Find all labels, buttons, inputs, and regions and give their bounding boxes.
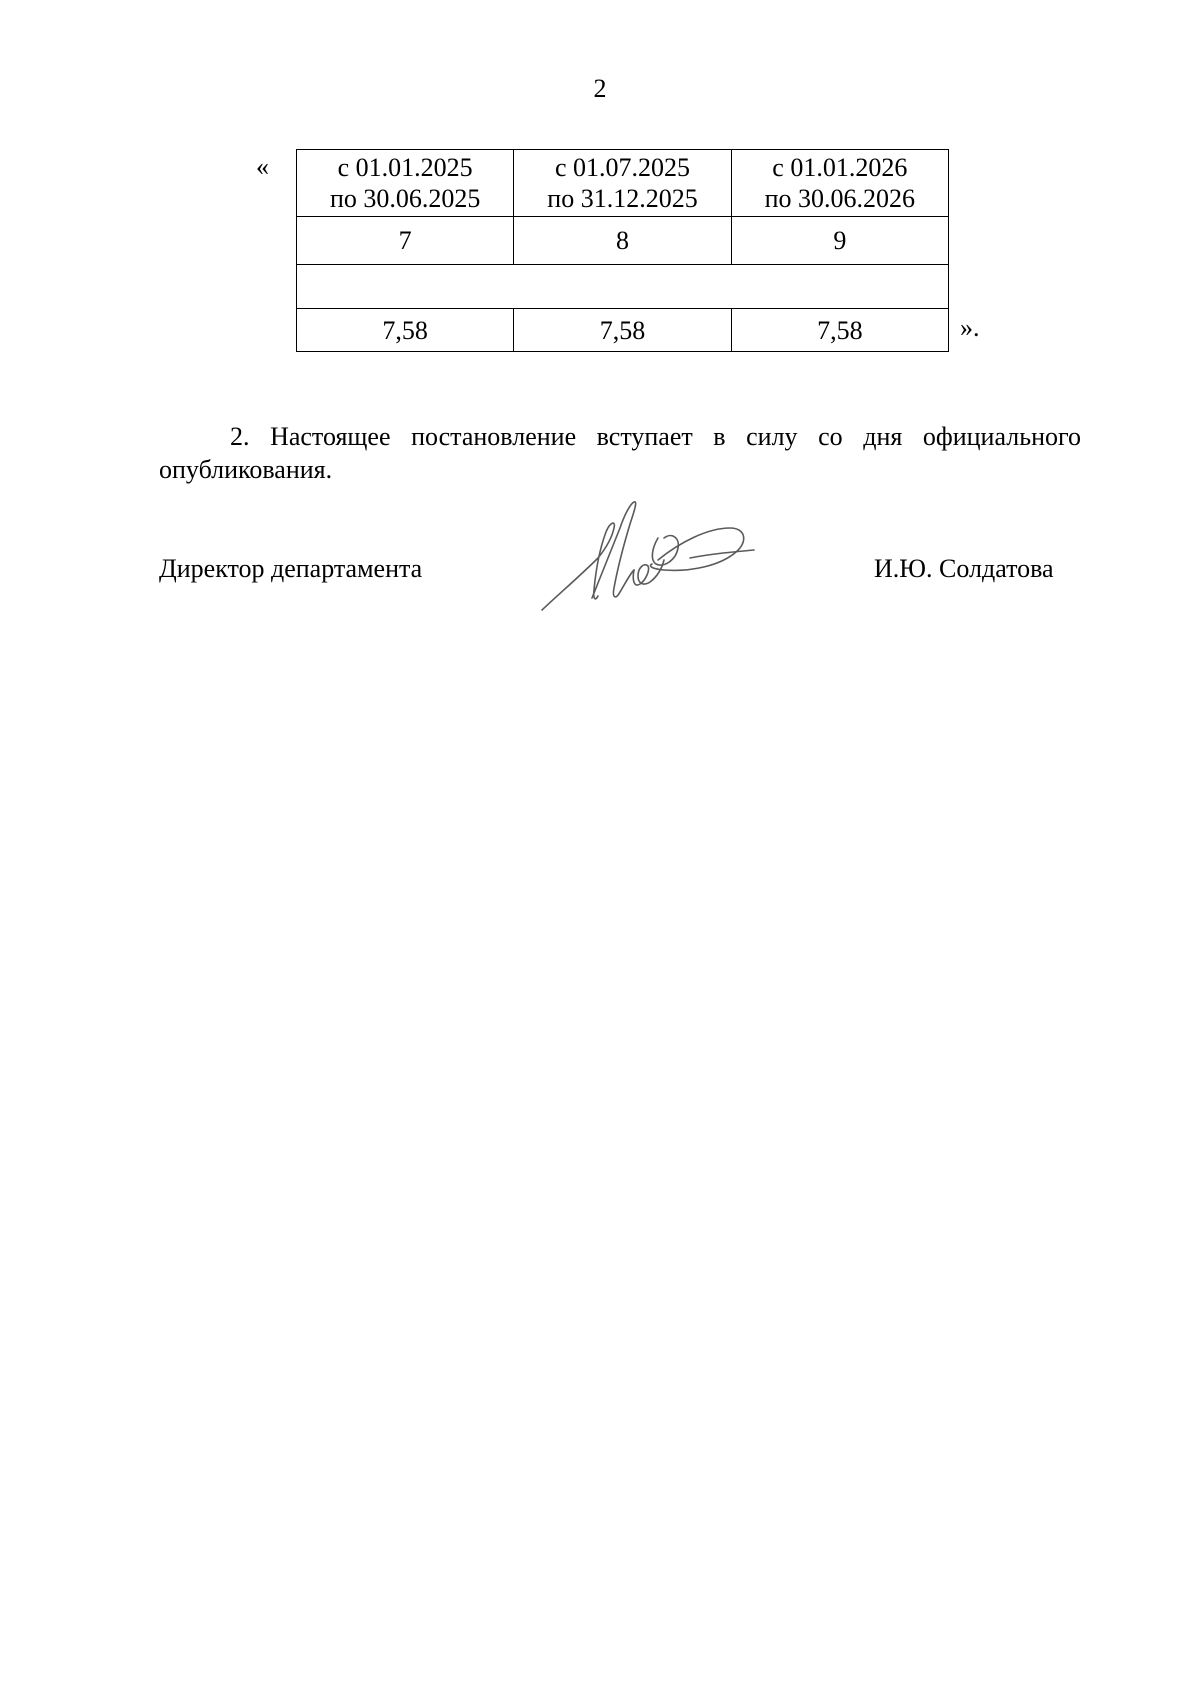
opening-quote: « [256,152,269,181]
handwritten-signature [540,498,760,618]
table-row-column-numbers [297,217,949,265]
rates-table [296,149,949,352]
table-cell-value-1: 7,58 [297,309,514,352]
table-cell-value-2: 7,58 [514,309,731,352]
clause-paragraph [159,420,1081,486]
page-number: 2 [593,74,607,103]
clause-line-2: опубликования. [159,455,333,484]
table-cell-value-3: 7,58 [731,309,948,352]
signatory-name: И.Ю. Солдатова [874,554,1054,583]
clause-line-1: 2. Настоящее постановление вступает в силу со дня официального [230,422,1081,451]
closing-quote: ». [960,313,980,342]
table-cell-period-3: с 01.01.2026 по 30.06.2026 [731,150,948,217]
table-row-values [297,309,949,352]
table-row-periods [297,150,949,217]
table-cell-period-2: с 01.07.2025 по 31.12.2025 [514,150,731,217]
table-cell-index-2: 8 [514,217,731,265]
table-cell-empty [297,265,949,309]
signatory-title: Директор департамента [159,554,423,583]
table-cell-index-3: 9 [731,217,948,265]
table-row-empty [297,265,949,309]
table-cell-index-1: 7 [297,217,514,265]
table-cell-period-1: с 01.01.2025 по 30.06.2025 [297,150,514,217]
